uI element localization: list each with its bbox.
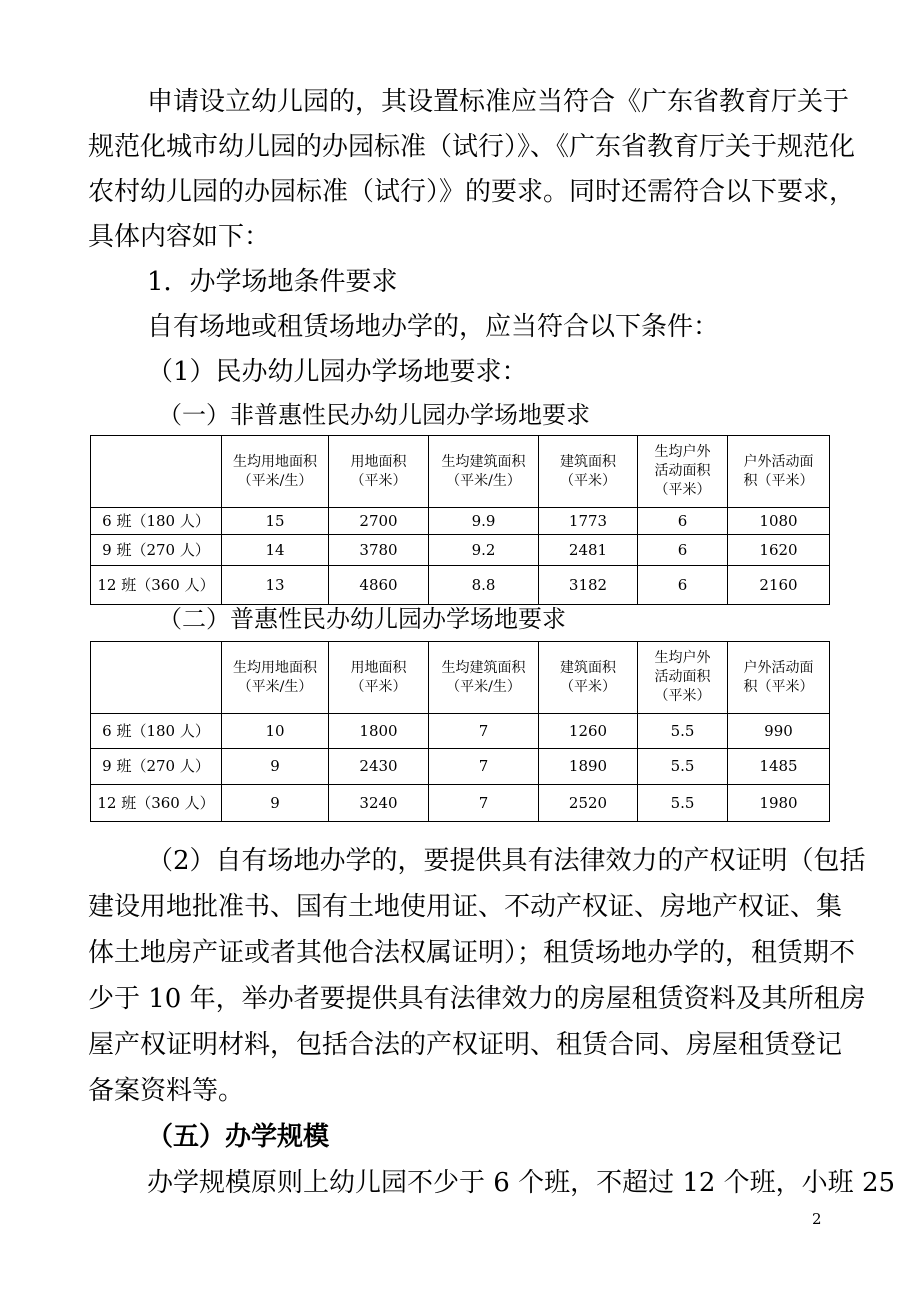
header-outdoor-area: 户外活动面 积（平米） bbox=[728, 436, 830, 508]
table-row bbox=[91, 535, 830, 566]
table-cell: 9.2 bbox=[429, 535, 539, 566]
table-cell: 2160 bbox=[728, 566, 830, 605]
table-cell: 9 bbox=[222, 749, 329, 785]
table-cell: 1980 bbox=[728, 785, 830, 822]
table-cell: 1800 bbox=[329, 714, 429, 749]
table-cell: 3780 bbox=[329, 535, 429, 566]
table-cell: 990 bbox=[728, 714, 830, 749]
table-cell: 5.5 bbox=[638, 714, 728, 749]
table-cell: 5.5 bbox=[638, 785, 728, 822]
table-row bbox=[91, 785, 830, 822]
table-cell: 1260 bbox=[539, 714, 638, 749]
table-cell: 6 班（180 人） bbox=[91, 714, 222, 749]
header-building-area: 建筑面积 （平米） bbox=[539, 436, 638, 508]
header-land-area: 用地面积 （平米） bbox=[329, 642, 429, 714]
table-cell: 14 bbox=[222, 535, 329, 566]
header-outdoor-area: 户外活动面 积（平米） bbox=[728, 642, 830, 714]
table-cell: 12 班（360 人） bbox=[91, 785, 222, 822]
header-per-student-building-area: 生均建筑面积 （平米/生） bbox=[429, 642, 539, 714]
table-row bbox=[91, 566, 830, 605]
table-cell: 1890 bbox=[539, 749, 638, 785]
table-cell: 1773 bbox=[539, 508, 638, 535]
table-row bbox=[91, 508, 830, 535]
table-cell: 9 bbox=[222, 785, 329, 822]
page-number: 2 bbox=[812, 1210, 822, 1228]
table-row bbox=[91, 714, 830, 749]
header-empty bbox=[91, 436, 222, 508]
table-cell: 3182 bbox=[539, 566, 638, 605]
inclusive-site-requirements-table bbox=[90, 641, 830, 822]
table-cell: 7 bbox=[429, 785, 539, 822]
header-per-student-outdoor-area: 生均户外 活动面积 （平米） bbox=[638, 642, 728, 714]
table-cell: 3240 bbox=[329, 785, 429, 822]
table-cell: 15 bbox=[222, 508, 329, 535]
table-cell: 7 bbox=[429, 749, 539, 785]
section-5-text: 办学规模原则上幼儿园不少于 6 个班，不超过 12 个班，小班 25 bbox=[147, 1168, 896, 1198]
header-per-student-building-area: 生均建筑面积 （平米/生） bbox=[429, 436, 539, 508]
table-cell: 1620 bbox=[728, 535, 830, 566]
header-per-student-outdoor-area: 生均户外 活动面积 （平米） bbox=[638, 436, 728, 508]
paragraph-2-line-1: （2）自有场地办学的，要提供具有法律效力的产权证明（包括 bbox=[147, 846, 866, 876]
subsection-1-title: （1）民办幼儿园办学场地要求： bbox=[147, 357, 528, 387]
table-cell: 9.9 bbox=[429, 508, 539, 535]
table-cell: 1080 bbox=[728, 508, 830, 535]
header-building-area: 建筑面积 （平米） bbox=[539, 642, 638, 714]
table-cell: 9 班（270 人） bbox=[91, 535, 222, 566]
section-1-title: 1．办学场地条件要求 bbox=[147, 267, 398, 297]
header-empty bbox=[91, 642, 222, 714]
table-header-row bbox=[91, 642, 830, 714]
table-cell: 10 bbox=[222, 714, 329, 749]
table-cell: 6 bbox=[638, 535, 728, 566]
paragraph-1-line-1: 申请设立幼儿园的，其设置标准应当符合《广东省教育厅关于 bbox=[147, 87, 850, 117]
paragraph-2-line-6: 备案资料等。 bbox=[88, 1076, 245, 1106]
table-header-row bbox=[91, 436, 830, 508]
paragraph-1-line-2: 规范化城市幼儿园的办园标准（试行）》、《广东省教育厅关于规范化 bbox=[88, 132, 856, 162]
table-cell: 12 班（360 人） bbox=[91, 566, 222, 605]
header-land-area: 用地面积 （平米） bbox=[329, 436, 429, 508]
paragraph-2-line-2: 建设用地批准书、国有土地使用证、不动产权证、房地产权证、集 bbox=[88, 892, 843, 922]
table-cell: 8.8 bbox=[429, 566, 539, 605]
table-cell: 1485 bbox=[728, 749, 830, 785]
table-cell: 4860 bbox=[329, 566, 429, 605]
header-per-student-land-area: 生均用地面积 （平米/生） bbox=[222, 436, 329, 508]
table-2-title: （二）普惠性民办幼儿园办学场地要求 bbox=[158, 605, 566, 633]
table-row bbox=[91, 749, 830, 785]
paragraph-1-line-3: 农村幼儿园的办园标准（试行）》的要求。同时还需符合以下要求， bbox=[88, 177, 856, 207]
paragraph-1-line-4: 具体内容如下： bbox=[88, 222, 271, 252]
table-cell: 2520 bbox=[539, 785, 638, 822]
section-1-intro: 自有场地或租赁场地办学的，应当符合以下条件： bbox=[147, 312, 720, 342]
table-cell: 2481 bbox=[539, 535, 638, 566]
table-cell: 6 bbox=[638, 508, 728, 535]
table-cell: 6 班（180 人） bbox=[91, 508, 222, 535]
table-cell: 9 班（270 人） bbox=[91, 749, 222, 785]
non-inclusive-site-requirements-table bbox=[90, 435, 830, 605]
table-cell: 2700 bbox=[329, 508, 429, 535]
header-per-student-land-area: 生均用地面积 （平米/生） bbox=[222, 642, 329, 714]
table-cell: 13 bbox=[222, 566, 329, 605]
section-5-title: （五）办学规模 bbox=[147, 1122, 330, 1152]
table-cell: 2430 bbox=[329, 749, 429, 785]
table-cell: 6 bbox=[638, 566, 728, 605]
paragraph-2-line-5: 屋产权证明材料，包括合法的产权证明、租赁合同、房屋租赁登记 bbox=[88, 1030, 843, 1060]
paragraph-2-line-4: 少于 10 年，举办者要提供具有法律效力的房屋租赁资料及其所租房 bbox=[88, 984, 866, 1014]
paragraph-2-line-3: 体土地房产证或者其他合法权属证明）；租赁场地办学的，租赁期不 bbox=[88, 938, 856, 968]
table-1-title: （一）非普惠性民办幼儿园办学场地要求 bbox=[158, 401, 590, 429]
table-cell: 5.5 bbox=[638, 749, 728, 785]
table-cell: 7 bbox=[429, 714, 539, 749]
